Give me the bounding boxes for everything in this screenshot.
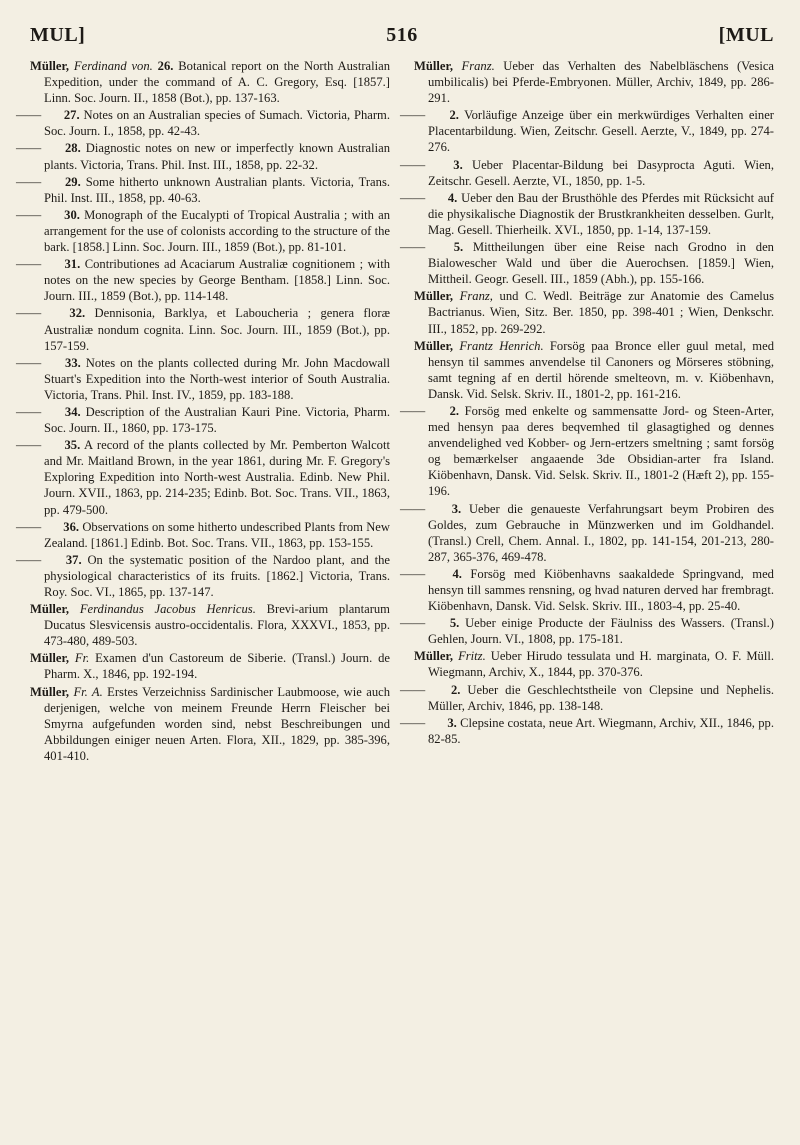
entry-text: Ueber die Geschlechtstheile von Clepsine und Nephelis. Müller, Archiv, 1846, pp. 138-148.	[428, 682, 774, 713]
entry-number: 3.	[451, 501, 462, 516]
ditto-dash: ——	[400, 190, 426, 205]
bibliography-entry	[16, 207, 390, 255]
ditto-dash: ——	[400, 108, 426, 123]
entry-text: A record of the plants collected by Mr. Pemberton Walcott and Mr. Maitland Brown, in the year 1861, during Mr. F. Gregory's Exploring Expedition into North-west Australia. Edinb. New Phil. Journ. XVII., 1863, pp. 214-235; Edinb. Bot. Soc. Trans. VII., 1863, pp. 479-500.	[44, 438, 390, 517]
entry-text: Some hitherto unknown Australian plants. Victoria, Trans. Phil. Inst. III., 1858, pp. 40-63.	[44, 174, 390, 205]
bibliography-entry	[414, 58, 774, 106]
left-column	[16, 58, 391, 765]
entry-author: Müller,	[414, 59, 454, 73]
right-column	[400, 58, 775, 765]
ditto-dash: ——	[16, 519, 42, 534]
bibliography-entry	[400, 615, 774, 647]
entry-text: Observations on some hitherto undescribed Plants from New Zealand. [1861.] Edinb. Bot. Soc. Trans. VII., 1863, pp. 153-155.	[44, 519, 390, 550]
entry-given-name: Fritz.	[458, 649, 486, 664]
entry-number: 31.	[64, 257, 81, 272]
entry-given-name: Ferdinandus Jacobus Henricus.	[79, 602, 256, 617]
bibliography-entry	[16, 437, 390, 517]
header-left: MUL]	[30, 24, 86, 46]
bibliography-entry	[16, 256, 390, 304]
bibliography-entry	[30, 601, 390, 649]
page-number: 516	[386, 24, 418, 46]
ditto-dash: ——	[400, 616, 426, 631]
entry-text: Contributiones ad Acaciarum Australiæ cognitionem ; with notes on the new species by George Bentham. [1858.] Linn. Soc. Journ. III., 1859 (Bot.), pp. 114-148.	[44, 257, 390, 304]
bibliography-entry	[16, 355, 390, 403]
ditto-dash: ——	[16, 438, 42, 453]
entry-author: Müller,	[30, 602, 70, 617]
ditto-dash: ——	[16, 257, 42, 272]
bibliography-entry	[400, 403, 774, 500]
entry-text: Ueber die genaueste Verfahrungsart beym Probiren des Goldes, zum Gebrauche in Münzwerken und im Goldhandel. (Transl.) Crell, Chem. Annal. I., 1802, pp. 141-154, 201-213, 280-287, 365-376, 469-478.	[428, 501, 774, 564]
entry-number: 35.	[64, 438, 81, 453]
entry-text: Diagnostic notes on new or imperfectly known Australian plants. Victoria, Trans. Phil. Inst. III., 1858, pp. 22-32.	[44, 141, 390, 172]
entry-text: Forsög paa Bronce eller guul metal, med hensyn til sammes anvendelse til Canoners og Mörseres stöbning, samt tegning af en dertil hörende smelteovn, m. v. Kiöbenhavn, Dansk. Vid. Selsk. Skriv. II., 1801-2, pp. 161-216.	[428, 338, 774, 401]
entry-number: 3.	[453, 157, 463, 172]
ditto-dash: ——	[16, 306, 42, 321]
entry-number: 27.	[63, 108, 80, 123]
entry-text: Botanical report on the North Australian Expedition, under the command of A. C. Gregory, Esq. [1857.] Linn. Soc. Journ. II., 1858 (Bot.), pp. 137-163.	[44, 59, 390, 106]
bibliography-entry	[400, 157, 774, 189]
bibliography-entry	[30, 58, 390, 106]
entry-text: Erstes Verzeichniss Sardinischer Laubmoose, wie auch derjenigen, welche von meinem Freunde Herrn Fleischer bei Smyrna aufgefunden worden sind, nebst Beschreibungen und Abbildungen einiger neuen Arten. Flora, XII., 1829, pp. 385-396, 401-410.	[44, 684, 391, 763]
entry-text: Clepsine costata, neue Art. Wiegmann, Archiv, XII., 1846, pp. 82-85.	[428, 715, 774, 746]
entry-text: On the systematic position of the Nardoo plant, and the physiological characteristics of its fruits. [1862.] Victoria, Trans. Roy. Soc. VI., 1865, pp. 137-147.	[44, 552, 391, 599]
entry-given-name: Ferdinand von.	[73, 59, 153, 73]
bibliography-entry	[16, 174, 390, 206]
bibliography-entry	[30, 684, 390, 764]
entry-number: 34.	[64, 404, 81, 419]
ditto-dash: ——	[400, 715, 426, 730]
entry-author: Müller,	[30, 651, 70, 666]
entry-number: 30.	[64, 207, 80, 222]
entry-author: Müller,	[414, 289, 454, 304]
bibliography-entry	[414, 288, 774, 336]
bibliography-entry	[400, 682, 774, 714]
entry-number: 32.	[69, 306, 86, 321]
entry-text: Ueber Hirudo tessulata und H. marginata, O. F. Müll. Wiegmann, Archiv, X., 1844, pp. 370-376.	[428, 649, 775, 680]
entry-text: und C. Wedl. Beiträge zur Anatomie des Camelus Bactrianus. Wien, Sitz. Ber. 1850, pp. 398-401 ; Wien, Denkschr. III., 1852, pp. 269-292.	[428, 289, 774, 336]
entry-number: 37.	[65, 552, 82, 567]
bibliography-entry	[16, 140, 390, 172]
entry-author: Müller,	[414, 338, 454, 353]
entry-number: 2.	[449, 403, 460, 418]
entry-given-name: Fr. A.	[73, 684, 103, 699]
ditto-dash: ——	[400, 403, 426, 418]
entry-number: 36.	[63, 519, 80, 534]
ditto-dash: ——	[16, 404, 42, 419]
entry-given-name: Franz.	[461, 59, 495, 73]
entry-number: 33.	[65, 355, 81, 370]
entry-text: Mittheilungen über eine Reise nach Grodno in den Bialowescher Wald und über die Auerochsen. [1859.] Wien, Mittheil. Geogr. Gesell. III., 1859 (Abh.), pp. 155-166.	[428, 240, 774, 287]
entry-given-name: Fr.	[74, 651, 90, 666]
entry-text: Notes on an Australian species of Sumach. Victoria, Pharm. Soc. Journ. I., 1858, pp. 42-43.	[44, 108, 390, 139]
ditto-dash: ——	[400, 682, 426, 697]
entry-given-name: Franz,	[459, 289, 493, 304]
entry-text: Vorläufige Anzeige über ein merkwürdiges Verhalten einer Placentarbildung. Wien, Zeitschr. Gesell. Aerzte, V., 1849, pp. 274-276.	[428, 108, 774, 155]
entry-number: 2.	[450, 682, 461, 697]
entry-number: 5.	[453, 240, 464, 255]
entry-number: 28.	[65, 141, 81, 156]
entry-text: Ueber das Verhalten des Nabelbläschens (Vesica umbilicalis) bei Pferde-Embryonen. Müller, Archiv, 1849, pp. 286-291.	[428, 59, 775, 106]
ditto-dash: ——	[16, 174, 42, 189]
entry-author: Müller,	[30, 684, 70, 699]
entry-text: Examen d'un Castoreum de Siberie. (Transl.) Journ. de Pharm. X., 1846, pp. 192-194.	[44, 651, 390, 682]
entry-text: Ueber den Bau der Brusthöhle des Pferdes mit Rücksicht auf die physikalische Diagnostik der Brustkrankheiten desselben. Gurlt, Mag. Gesell. Thierheilk. XVI., 1850, pp. 1-14, 137-159.	[428, 190, 774, 237]
bibliography-entry	[400, 501, 774, 565]
ditto-dash: ——	[400, 566, 426, 581]
entry-text: Notes on the plants collected during Mr. John Macdowall Stuart's Expedition into the North-west interior of South Australia. Victoria, Trans. Phil. Inst. IV., 1859, pp. 183-188.	[44, 355, 390, 402]
entry-author: Müller,	[414, 649, 454, 664]
header-right: [MUL	[718, 24, 774, 46]
ditto-dash: ——	[16, 141, 42, 156]
entry-number: 4.	[452, 566, 462, 581]
bibliography-entry	[30, 650, 390, 682]
bibliography-entry	[414, 338, 774, 402]
ditto-dash: ——	[16, 552, 42, 567]
columns	[16, 58, 775, 765]
bibliography-entry	[400, 715, 774, 747]
entry-number: 2.	[449, 108, 459, 123]
ditto-dash: ——	[16, 108, 42, 123]
entry-given-name: Frantz Henrich.	[459, 338, 544, 353]
entry-number: 5.	[449, 616, 460, 631]
entry-text: Ueber einige Producte der Fäulniss des Wassers. (Transl.) Gehlen, Journ. VI., 1808, pp. 175-181.	[428, 616, 774, 647]
ditto-dash: ——	[16, 355, 42, 370]
ditto-dash: ——	[16, 207, 42, 222]
entry-text: Forsög med enkelte og sammensatte Jord- og Steen-Arter, med hensyn paa deres beqvemhed til glasagtighed og dennes anvendelighed ved Kobber- og Jern-ertzers smeltning ; samt forsög og bemærkelser angaaende 3de Obsidian-arter fra Island. Kiöbenhavn, Dansk. Vid. Selsk. Skriv. II., 1801-2 (Hæft 2), pp. 155-196.	[428, 403, 774, 499]
entry-text: Description of the Australian Kauri Pine. Victoria, Pharm. Soc. Journ. II., 1860, pp. 173-175.	[44, 404, 391, 436]
bibliography-entry	[400, 566, 774, 614]
entry-text: Brevi-arium plantarum Ducatus Slesvicensis austro-occidentalis. Flora, XXXVI., 1853, pp. 473-480, 489-503.	[44, 602, 390, 649]
entry-number: 29.	[65, 174, 81, 189]
bibliography-entry	[400, 239, 774, 287]
bibliography-entry	[400, 107, 774, 155]
entry-number: 4.	[447, 190, 458, 205]
ditto-dash: ——	[400, 501, 426, 516]
entry-text: Forsög med Kiöbenhavns saakaldede Springvand, med hensyn till sammes rensning, og hvad naturen derved har frembragt. Kiöbenhavn, Dansk. Vid. Selsk. Skriv. III., 1803-4, pp. 25-40.	[428, 566, 774, 614]
entry-number: 3.	[447, 715, 457, 730]
bibliography-entry	[400, 190, 774, 238]
bibliography-entry	[16, 519, 390, 551]
bibliography-entry	[16, 107, 390, 139]
page-header	[30, 20, 774, 58]
entry-author: Müller,	[30, 59, 70, 73]
bibliography-entry	[16, 305, 390, 353]
entry-text: Monograph of the Eucalypti of Tropical Australia ; with an arrangement for the use of colonists according to the structure of the bark. [1858.] Linn. Soc. Journ. III., 1859 (Bot.), pp. 81-101.	[44, 207, 390, 255]
ditto-dash: ——	[400, 157, 426, 172]
bibliography-entry	[414, 648, 774, 680]
entry-text: Ueber Placentar-Bildung bei Dasyprocta Aguti. Wien, Zeitschr. Gesell. Aerzte, VI., 1850, pp. 1-5.	[428, 157, 774, 188]
bibliography-entry	[16, 404, 391, 436]
entry-number: 26.	[157, 59, 174, 73]
ditto-dash: ——	[400, 240, 426, 255]
entry-text: Dennisonia, Barklya, et Laboucheria ; genera floræ Australiæ nondum cognita. Linn. Soc. Journ. III., 1859 (Bot.), pp. 157-159.	[44, 306, 390, 353]
bibliography-entry	[16, 552, 391, 600]
